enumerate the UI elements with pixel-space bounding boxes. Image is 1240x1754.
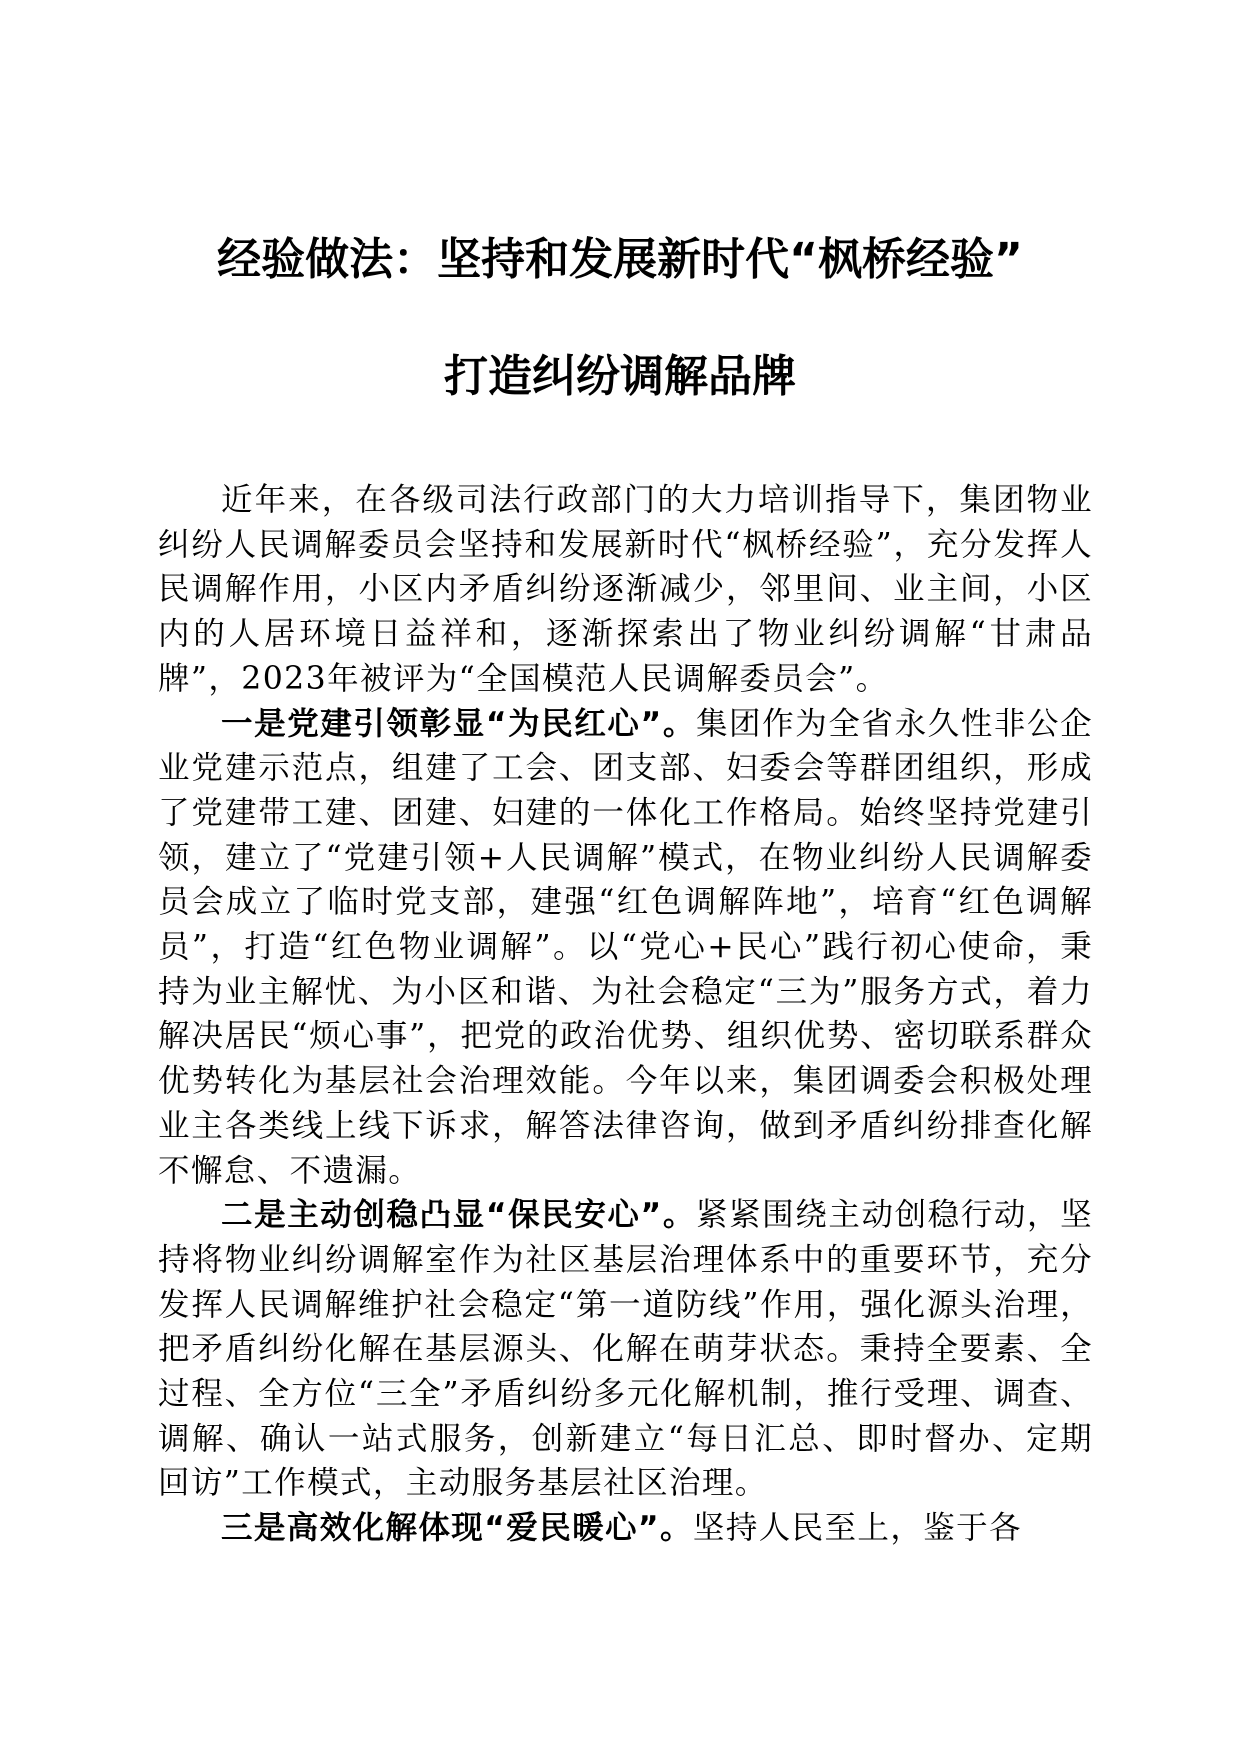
paragraph-text: 紧紧围绕主动创稳行动，坚持将物业纠纷调解室作为社区基层治理体系中的重要环节，充分发挥人民调解维护社会稳定“第一道防线”作用，强化源头治理，把矛盾纠纷化解在基层源头、化解在萌芽状态。秉持全要素、全过程、全方位“三全”矛盾纠纷多元化解机制，推行受理、调查、调解、确认一站式服务，创新建立“每日汇总、即时督办、定期回访”工作模式，主动服务基层社区治理。: [158, 1197, 1093, 1502]
paragraph-resolution: [158, 1506, 1093, 1551]
paragraph-stability: [158, 1193, 1093, 1506]
intro-paragraph-text: 近年来，在各级司法行政部门的大力培训指导下，集团物业纠纷人民调解委员会坚持和发展新时代“枫桥经验”，充分发挥人民调解作用，小区内矛盾纠纷逐渐减少，邻里间、业主间，小区内的人居环境日益祥和，逐渐探索出了物业纠纷调解“甘肃品牌”，2023年被评为“全国模范人民调解委员会”。: [158, 482, 1093, 697]
paragraph-heading: 一是党建引领彰显“为民红心”。: [221, 705, 696, 742]
paragraph-heading: 三是高效化解体现“爱民暖心”。: [221, 1510, 693, 1547]
document-body: [158, 478, 1093, 1551]
document-title-line-1: 经验做法：坚持和发展新时代“枫桥经验”: [217, 234, 1023, 285]
paragraph-text: 坚持人民至上，鉴于各: [692, 1510, 1022, 1547]
paragraph-heading: 二是主动创稳凸显“保民安心”。: [221, 1197, 696, 1234]
paragraph-party-building: [158, 702, 1093, 1194]
document-title-line-2: 打造纠纷调解品牌: [444, 351, 796, 402]
intro-paragraph: [158, 478, 1093, 702]
paragraph-text: 集团作为全省永久性非公企业党建示范点，组建了工会、团支部、妇委会等群团组织，形成了党建带工建、团建、妇建的一体化工作格局。始终坚持党建引领，建立了“党建引领+人民调解”模式，在物业纠纷人民调解委员会成立了临时党支部，建强“红色调解阵地”，培育“红色调解员”，打造“红色物业调解”。以“党心+民心”践行初心使命，秉持为业主解忧、为小区和谐、为社会稳定“三为”服务方式，着力解决居民“烦心事”，把党的政治优势、组织优势、密切联系群众优势转化为基层社会治理效能。今年以来，集团调委会积极处理业主各类线上线下诉求，解答法律咨询，做到矛盾纠纷排查化解不懈怠、不遗漏。: [158, 705, 1093, 1189]
